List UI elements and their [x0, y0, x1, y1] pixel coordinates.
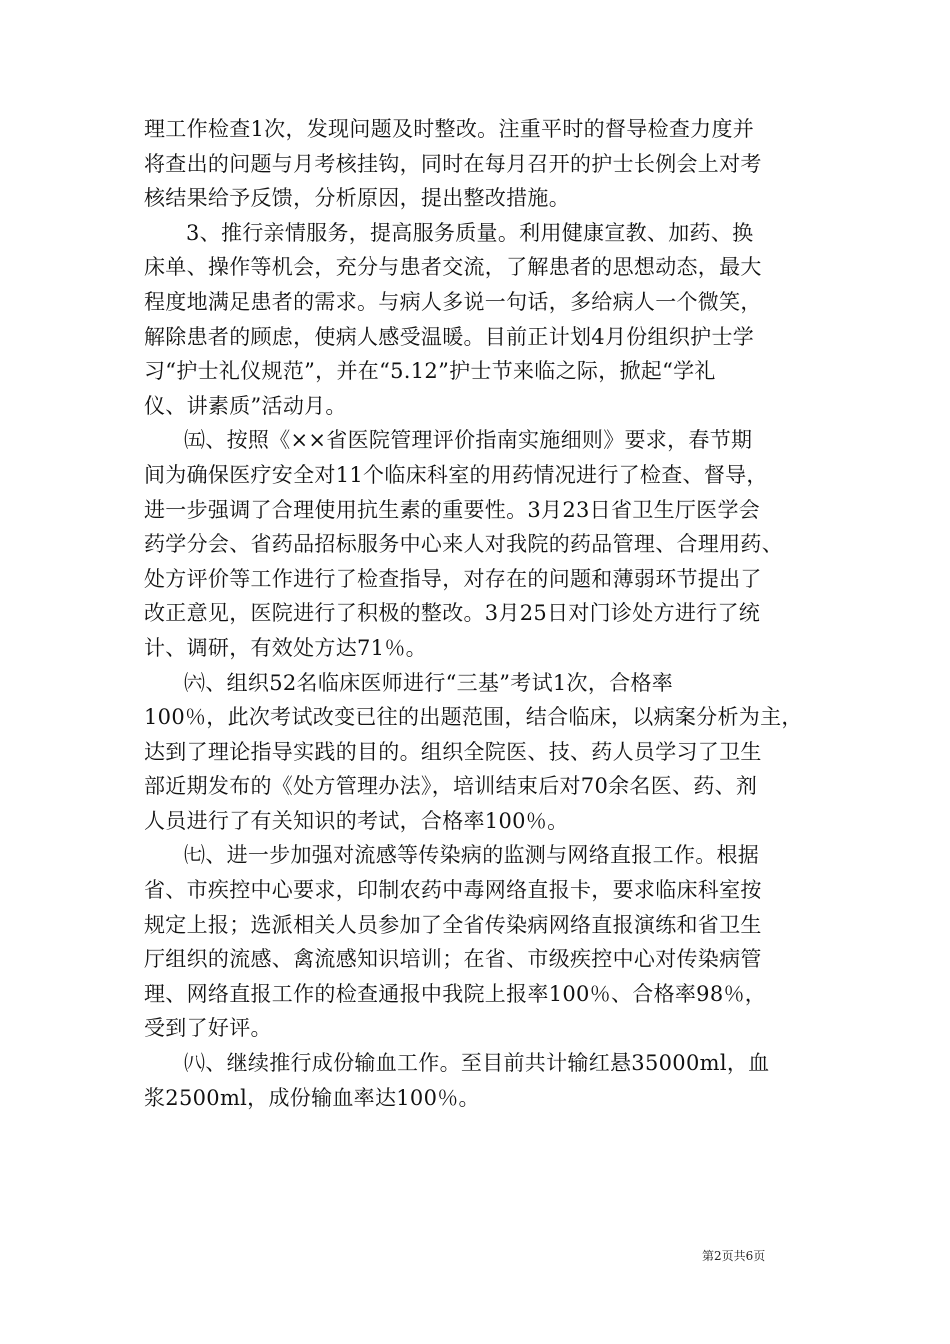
page-number: 第2页共6页 — [702, 1249, 766, 1263]
paragraph-start-line: ㈦、进一步加强对流感等传染病的监测与网络直报工作。根据 — [184, 843, 760, 868]
text-line: 核结果给予反馈，分析原因，提出整改措施。 — [144, 186, 570, 211]
text-line: 将查出的问题与月考核挂钩，同时在每月召开的护士长例会上对考 — [144, 151, 762, 176]
text-line: 部近期发布的《处方管理办法》，培训结束后对70余名医、药、剂 — [144, 774, 758, 799]
text-line: 人员进行了有关知识的考试，合格率100％。 — [144, 808, 569, 833]
text-line: 处方评价等工作进行了检查指导，对存在的问题和薄弱环节提出了 — [144, 566, 762, 591]
text-line: 计、调研，有效处方达71％。 — [144, 635, 427, 660]
text-line: 进一步强调了合理使用抗生素的重要性。3月23日省卫生厅医学会 — [144, 497, 761, 522]
text-line: 理、网络直报工作的检查通报中我院上报率100％、合格率98％， — [144, 981, 767, 1006]
text-line: 仪、讲素质”活动月。 — [144, 393, 347, 418]
text-line: 改正意见，医院进行了积极的整改。3月25日对门诊处方进行了统 — [144, 601, 761, 626]
text-line: 受到了好评。 — [144, 1016, 272, 1041]
text-line: 床单、操作等机会，充分与患者交流，了解患者的思想动态，最大 — [144, 255, 762, 280]
text-line: 规定上报；选派相关人员参加了全省传染病网络直报演练和省卫生 — [144, 912, 762, 937]
text-line: 程度地满足患者的需求。与病人多说一句话，多给病人一个微笑， — [144, 289, 762, 314]
text-line: 100％，此次考试改变已往的出题范围，结合临床，以病案分析为主， — [144, 705, 803, 730]
text-line: 理工作检查1次，发现问题及时整改。注重平时的督导检查力度并 — [144, 117, 755, 141]
text-line: 浆2500ml，成份输血率达100％。 — [144, 1085, 480, 1110]
text-line: 达到了理论指导实践的目的。组织全院医、技、药人员学习了卫生 — [144, 739, 762, 764]
paragraph-start-line: ㈧、继续推行成份输血工作。至目前共计输红悬35000ml，血 — [184, 1051, 770, 1076]
text-line: 省、市疾控中心要求，印制农药中毒网络直报卡，要求临床科室按 — [144, 878, 762, 903]
text-line: 解除患者的顾虑，使病人感受温暖。目前正计划4月份组织护士学 — [144, 324, 755, 349]
paragraph-start-line: 3、推行亲情服务，提高服务质量。利用健康宣教、加药、换 — [186, 220, 754, 245]
paragraph-start-line: ㈥、组织52名临床医师进行“三基”考试1次，合格率 — [184, 670, 674, 695]
text-line: 间为确保医疗安全对11个临床科室的用药情况进行了检查、督导， — [144, 462, 768, 487]
document-body — [144, 112, 816, 1115]
text-line: 厅组织的流感、禽流感知识培训；在省、市级疾控中心对传染病管 — [144, 947, 762, 972]
text-line: 习“护士礼仪规范”，并在“5.12”护士节来临之际，掀起“学礼 — [144, 359, 716, 384]
text-line: 药学分会、省药品招标服务中心来人对我院的药品管理、合理用药、 — [144, 532, 783, 557]
paragraph-start-line: ㈤、按照《××省医院管理评价指南实施细则》要求，春节期 — [184, 428, 753, 453]
